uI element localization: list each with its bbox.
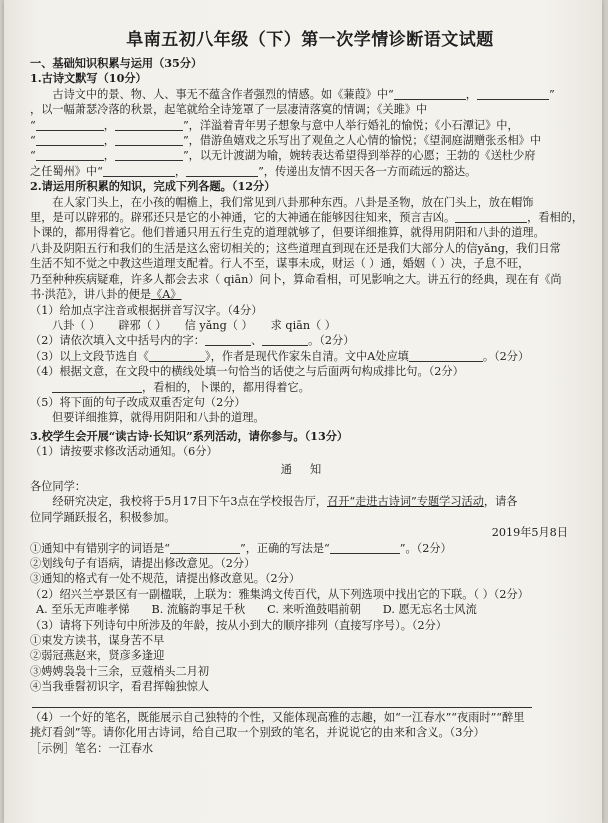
q1-heading: 1.古诗文默写（10分） <box>30 71 147 86</box>
exam-sheet <box>4 0 602 823</box>
exam-content <box>30 30 590 756</box>
options-row <box>30 602 590 617</box>
q2-passage-line: 乃至种种疾病疑难，许多人都会去求（ qiān）问卜，算命看相，可见影响之大。讲五行的经典，现在有《尚 <box>30 272 562 286</box>
q3-sub1: （1）请按要求修改活动通知。（6分） <box>30 445 218 459</box>
q2-sub3: （3）以上文段节选自《 》，作者是现代作家朱自清。文中A处应填 。（2分） <box>30 349 530 363</box>
q2-passage-line: 生活不知不觉之中教这些道理支配着。行人不至，谋事未成，财运（ ）通，婚姻（ ）决，子息不旺， <box>30 257 530 271</box>
answer-blank[interactable] <box>455 211 527 223</box>
passage-marker-a: 《A》 <box>151 288 182 302</box>
notice-title: 通知 <box>280 462 340 476</box>
answer-blank[interactable] <box>36 149 104 161</box>
answer-blank[interactable] <box>477 88 549 100</box>
q1-line-3: “ ， ”，洋溢着青年男子想象与意中人举行婚礼的愉悦；《小石潭记》中， <box>30 118 519 132</box>
answer-blank[interactable] <box>205 334 251 346</box>
answer-blank[interactable] <box>149 350 205 362</box>
q3-sub3: （3）请将下列诗句中所涉及的年龄，按从小到大的顺序排列（直接写序号）。（2分） <box>30 618 447 632</box>
option-b[interactable]: B. 流觞韵事足千秋 <box>151 603 246 617</box>
q2-passage-line: 八卦及阴阳五行和我们的生活是这么密切相关的；这些道理直到现在还是我们大部分人的信yǎng，我们日常 <box>30 241 561 255</box>
notice-greeting: 各位同学： <box>30 479 86 493</box>
q2-sub5-sentence: 但要详细推算，就得用阴阳和八卦的道理。 <box>52 411 265 425</box>
answer-blank[interactable] <box>394 88 466 100</box>
poem-line: ①束发方读书，谋身苦不早 <box>30 634 165 648</box>
notice-body: 经研究决定，我校将于5月17日下午3点在学校报告厅，召开“走进古诗词”专题学习活动，请各 <box>52 495 518 509</box>
option-a[interactable]: A. 至乐无声唯孝悌 <box>36 603 130 617</box>
answer-blank[interactable] <box>115 119 183 131</box>
poem-line: ②弱冠燕赵来，贤彦多逢迎 <box>30 649 165 663</box>
notice-date: 2019年5月8日 <box>491 526 568 540</box>
q2-sub4: （4）根据文意，在文段中的横线处填一句恰当的话使之与后面两句构成排比句。（2分） <box>30 365 464 379</box>
pinyin-item[interactable]: 辟邪（ ） <box>118 318 167 332</box>
q1-line-6: 之任蜀州》中“ ， ”，传递出友情不因天各一方而疏远的豁达。 <box>30 164 477 178</box>
answer-blank[interactable] <box>262 334 308 346</box>
pinyin-row <box>30 318 590 333</box>
answer-blank[interactable] <box>115 134 183 146</box>
q1-line-5: “ ， ”，以无计渡湖为喻，婉转表达希望得到举荐的心愿；王勃的《送杜少府 <box>30 149 536 163</box>
answer-blank[interactable] <box>409 350 483 362</box>
q1-line-4: “ ， ”，借游鱼嬉戏之乐写出了观鱼之人心情的愉悦；《望洞庭湖赠张丞相》中 <box>30 134 542 148</box>
q2-passage-line: 卜课的，都用得着它。他们普通只用五行生克的道理就够了，但要详细推算，就得用阴阳和八卦的道理。 <box>30 226 545 240</box>
q2-passage-line: 里，是可以辟邪的。辟邪还只是它的小神通，它的大神通在能够因往知来，预言吉凶。 ，看相的， <box>30 211 584 225</box>
answer-blank[interactable] <box>36 134 104 146</box>
notice-underlined-sentence: 召开“走进古诗词”专题学习活动 <box>327 495 484 509</box>
answer-blank[interactable] <box>36 119 104 131</box>
q2-sub5: （5）将下面的句子改成双重否定句（2分） <box>30 395 246 409</box>
poem-line: ④当我垂髫初识字，看君挥翰独惊人 <box>30 680 210 694</box>
q2-heading: 2.请运用所积累的知识，完成下列各题。（12分） <box>30 179 276 194</box>
answer-blank[interactable] <box>103 165 175 177</box>
notice-body-2: 位同学踊跃报名，积极参加。 <box>30 510 176 524</box>
answer-line <box>30 695 590 710</box>
pinyin-item[interactable]: 八卦（ ） <box>52 318 101 332</box>
q3-sub2: （2）绍兴兰亭景区有一副楹联，上联为：雅集鸿文传百代，从下列选项中找出它的下联。（ ）（2分） <box>30 587 529 601</box>
q2-sub2: （2）请依次填入文中括号内的字： 、 。（2分） <box>30 334 355 348</box>
section-heading: 一、基础知识积累与运用（35分） <box>30 56 203 70</box>
option-c[interactable]: C. 来听渔鼓唱前朝 <box>267 603 361 617</box>
answer-blank[interactable] <box>330 542 400 554</box>
answer-blank[interactable] <box>170 542 240 554</box>
q3-example: ［示例］笔名：一江春水 <box>30 741 154 755</box>
pinyin-item[interactable]: 求 qiān（ ） <box>270 318 336 332</box>
q3-sub4: （4）一个好的笔名，既能展示自己独特的个性，又能体现高雅的志趣，如“一江春水”“夜雨时”“醉里 <box>30 711 525 725</box>
q1-line-2: ，以一幅萧瑟冷落的秋景，起笔就给全诗笼罩了一层凄清落寞的情调；《关雎》中 <box>30 103 428 117</box>
q3-r3: ③通知的格式有一处不规范，请提出修改意见。（2分） <box>30 572 301 586</box>
answer-blank[interactable] <box>32 696 532 708</box>
page-title: 阜南五初八年级（下）第一次学情诊断语文试题 <box>126 30 494 50</box>
q3-r2: ②划线句子有语病，请提出修改意见。（2分） <box>30 557 256 570</box>
q3-sub4-cont: 挑灯看剑”等。请你化用古诗词，给自己取一个别致的笔名，并说说它的由来和含义。（3分） <box>30 726 485 740</box>
q2-sub1: （1）给加点字注音或根据拼音写汉字。（4分） <box>30 303 263 317</box>
poem-line: ③娉娉袅袅十三余，豆蔻梢头二月初 <box>30 664 210 678</box>
q3-heading: 3.校学生会开展“读古诗·长知识”系列活动，请你参与。（13分） <box>30 428 349 443</box>
q2-passage-line: 在人家门头上，在小孩的帽檐上，我们常见到八卦那种东西。八卦是圣物，放在门头上，放在帽饰 <box>52 195 534 209</box>
answer-blank[interactable] <box>115 149 183 161</box>
q2-passage-line: 书·洪范》，讲八卦的便是《A》 <box>30 288 182 302</box>
answer-blank[interactable] <box>52 381 142 393</box>
q2-sub4-answer: ，看相的，卜课的，都用得着它。 <box>30 380 590 395</box>
q3-r1: ①通知中有错别字的词语是“ ”，正确的写法是“ ”。（2分） <box>30 541 452 555</box>
pinyin-item[interactable]: 信 yǎng（ ） <box>184 318 253 332</box>
option-d[interactable]: D. 愿无忘名士风流 <box>382 603 477 617</box>
q1-line-1: 古诗文中的景、物、人、事无不蕴含作者强烈的情感。如《蒹葭》中“ ， ” <box>52 87 555 101</box>
answer-blank[interactable] <box>186 165 258 177</box>
